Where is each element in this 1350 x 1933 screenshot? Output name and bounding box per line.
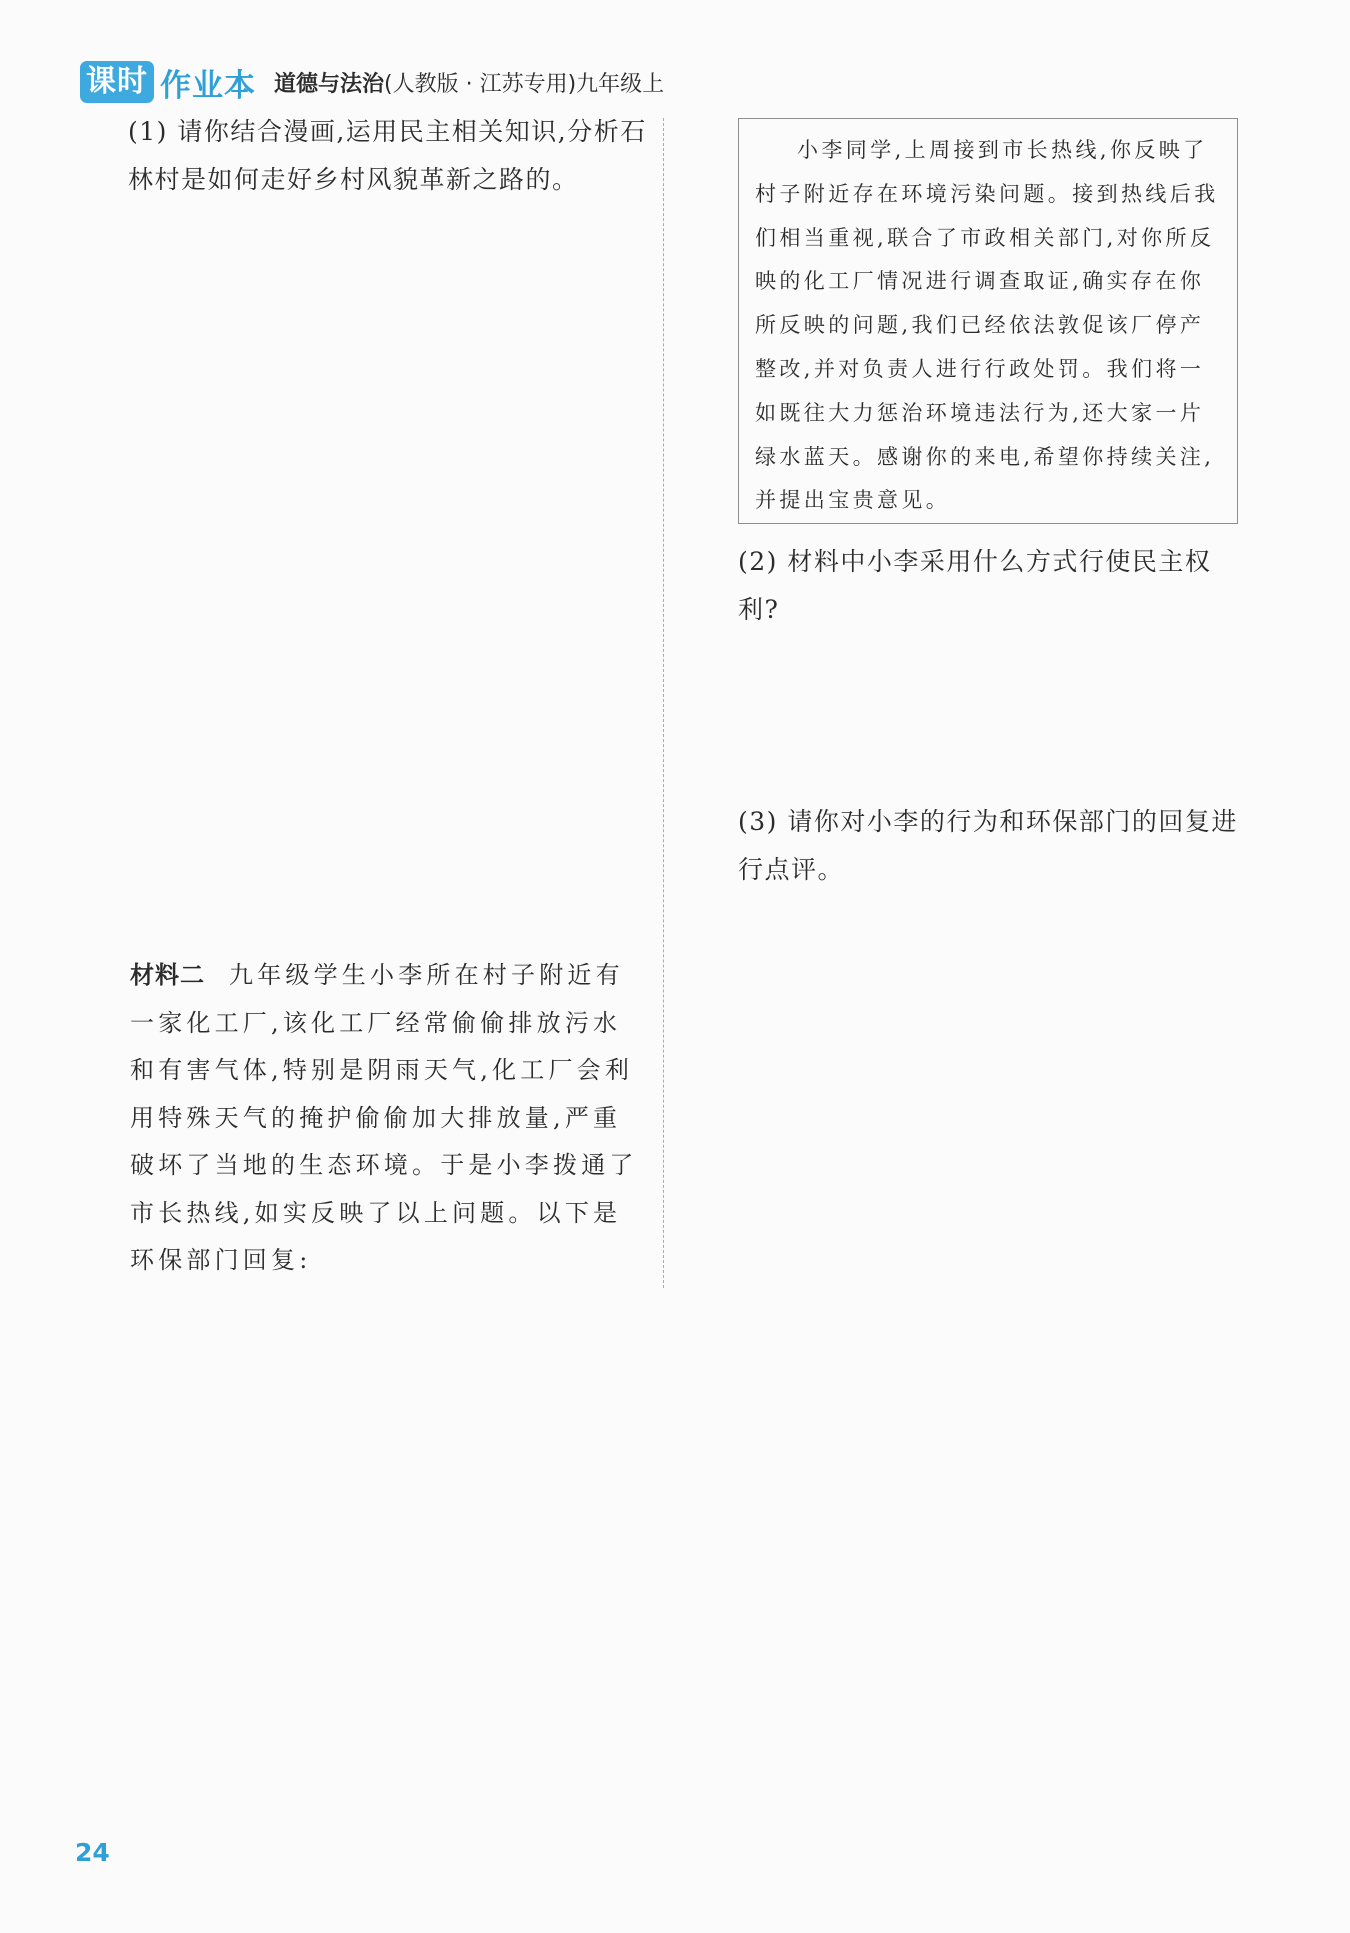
question-2: (2) 材料中小李采用什么方式行使民主权利? [738,547,1212,624]
question-3: (3) 请你对小李的行为和环保部门的回复进行点评。 [738,807,1238,884]
question-1: (1) 请你结合漫画,运用民主相关知识,分析石林村是如何走好乡村风貌革新之路的。 [128,117,647,194]
material-two-text: 九年级学生小李所在村子附近有一家化工厂,该化工厂经常偷偷排放污水和有害气体,特别是阴雨天气,化工厂会利用特殊天气的掩护偷偷加大排放量,严重破坏了当地的生态环境。于是小李拨通了市长热线,如实反映了以上问题。以下是环保部门回复: [130,961,638,1274]
book-edition: (人教版 · 江苏专用) [384,71,577,97]
page-header [80,60,664,104]
book-subject: 道德与法治 [274,71,385,97]
book-grade: 九年级上 [576,71,665,97]
brand-name: 作业本 [160,67,256,104]
page-number: 24 [75,1838,110,1867]
column-divider [663,118,664,1288]
brand-logo: 课时 [80,61,154,103]
material-two [130,952,640,1285]
material-two-label: 材料二 [130,961,205,989]
reply-box: 小李同学,上周接到市长热线,你反映了村子附近存在环境污染问题。接到热线后我们相当重视,联合了市政相关部门,对你所反映的化工厂情况进行调查取证,确实存在你所反映的问题,我们已经依法敦促该厂停产整改,并对负责人进行行政处罚。我们将一如既往大力惩治环境违法行为,还大家一片绿水蓝天。感谢你的来电,希望你持续关注,并提出宝贵意见。 [738,118,1238,524]
